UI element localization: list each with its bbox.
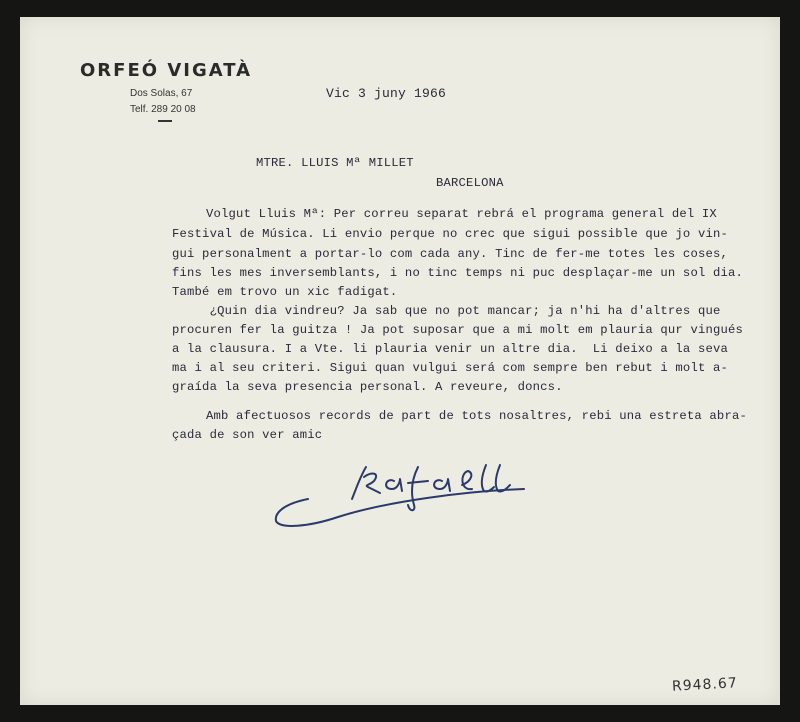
- body-line: ¿Quin dia vindreu? Ja sab que no pot mancar; ja n'hi ha d'altres que: [172, 304, 721, 318]
- letter-date: Vic 3 juny 1966: [326, 86, 447, 101]
- body-line: ma i al seu criteri. Sigui quan vulgui será com sempre ben rebut i molt a-: [172, 361, 729, 375]
- body-line: gui personalment a portar-lo com cada any. Tinc de fer-me totes les coses,: [172, 247, 729, 261]
- letterhead-address: Dos Solas, 67: [130, 88, 193, 99]
- closing-line: çada de son ver amic: [172, 428, 323, 442]
- letterhead-phone: Telf. 289 20 08: [130, 104, 196, 115]
- body-line: Festival de Música. Li envio perque no crec que sigui possible que jo vin-: [172, 227, 729, 241]
- letterhead-contact: [130, 86, 196, 118]
- letterhead-organization: ORFEÓ VIGATÀ: [80, 60, 253, 81]
- body-line: procuren fer la guitza ! Ja pot suposar que a mi molt em plauria qur vingués: [172, 323, 744, 337]
- recipient-city: BARCELONA: [436, 176, 504, 190]
- body-line: Volgut Lluis Mª: Per correu separat rebrá el programa general del IX: [206, 207, 717, 221]
- body-line: També em trovo un xic fadigat.: [172, 285, 398, 299]
- body-line: a la clausura. I a Vte. li plauria venir un altre dia. Li deixo a la seva: [172, 342, 729, 356]
- letterhead-dash: [158, 120, 172, 122]
- body-line: graída la seva presencia personal. A reveure, doncs.: [172, 380, 563, 394]
- archive-reference: R948.67: [671, 675, 739, 695]
- body-line: fins les mes inversemblants, i no tinc temps ni puc desplaçar-me un sol dia.: [172, 266, 744, 280]
- closing-line: Amb afectuosos records de part de tots nosaltres, rebi una estreta abra-: [206, 409, 747, 423]
- handwritten-signature: [268, 455, 538, 535]
- recipient-name: MTRE. LLUIS Mª MILLET: [256, 156, 414, 170]
